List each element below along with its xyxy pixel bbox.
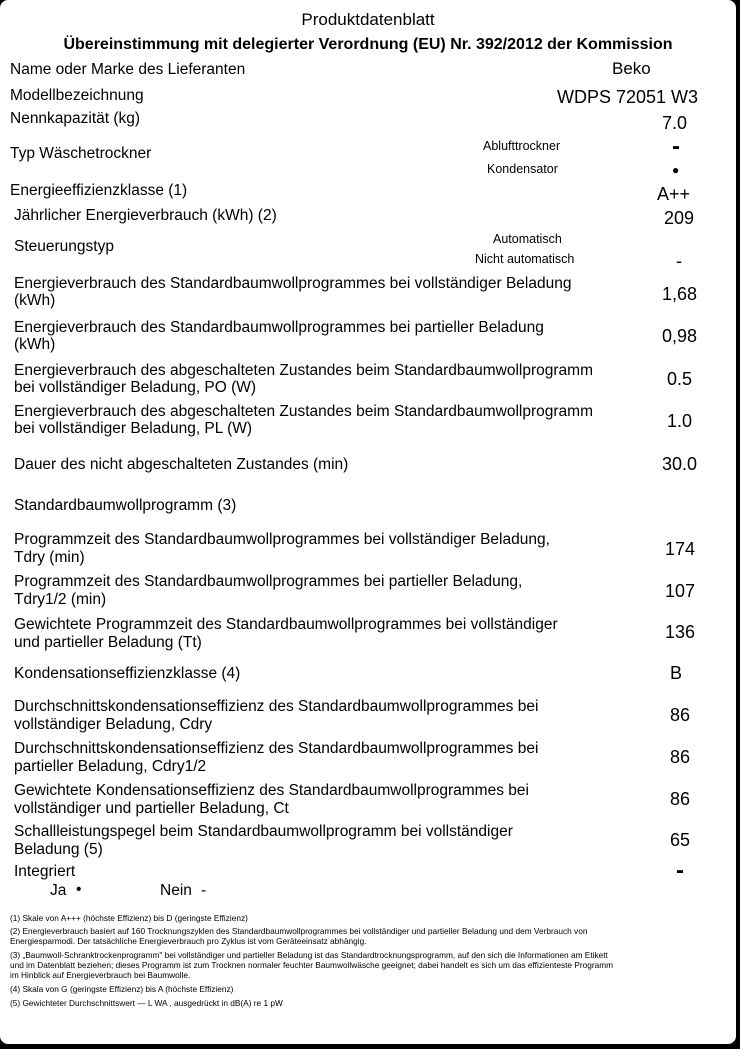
cdry-half-label-line2: partieller Beladung, Cdry1/2: [14, 758, 207, 775]
tt-label-line2: und partieller Beladung (Tt): [14, 634, 202, 651]
standard-program-heading: Standardbaumwollprogramm (3): [14, 497, 237, 514]
dryer-type-condenser-value: ●: [672, 163, 680, 177]
control-type-option-automatic: Automatisch: [493, 232, 562, 246]
energy-partial-label-line2: (kWh): [14, 336, 56, 353]
footnote-1: (1) Skale von A+++ (höchste Effizienz) bis D (geringste Effizienz): [10, 913, 248, 923]
control-type-label: Steuerungstyp: [14, 238, 114, 255]
capacity-label: Nennkapazität (kg): [10, 110, 141, 127]
tdry-half-value: 107: [665, 581, 696, 601]
po-label-line2: bei vollständiger Beladung, PO (W): [14, 379, 257, 396]
energy-full-label-line1: Energieverbrauch des Standardbaumwollprogrammes bei vollständiger Beladung: [14, 275, 572, 292]
pl-label-line1: Energieverbrauch des abgeschalteten Zustandes beim Standardbaumwollprogramm: [14, 403, 593, 420]
tdry-half-label-line2: Tdry1/2 (min): [14, 591, 107, 608]
energy-full-label-line2: (kWh): [14, 292, 56, 309]
footnote-3: (3) „Baumwoll-Schranktrockenprogramm" bei vollständiger und partieller Beladung ist das Standardtrocknungsprogramm, auf den sich die Informationen am Etikett und im Datenblatt beziehen; dieses Programm ist zum Trocknen normaler feuchter Baumwollwäsche geeignet; dabei handelt es sich um das effizienteste Programm im Hinblick auf Energieverbrauch bei Baumwolle.: [10, 950, 614, 980]
footnote-2: (2) Energieverbrauch basiert auf 160 Trocknungszyklen des Standardbaumwollprogrammes bei vollständiger und partieller Beladung und dem Verbrauch von Energiesparmodi. Der tatsächliche Energieverbrauch pro Zyklus ist vom Geräteeinsatz abhängig.: [10, 926, 588, 946]
integrated-ja-mark: •: [76, 881, 82, 898]
noise-label-line2: Beladung (5): [14, 841, 103, 858]
left-on-duration-value: 30.0: [662, 454, 698, 474]
energy-partial-label-line1: Energieverbrauch des Standardbaumwollprogrammes bei partieller Beladung: [14, 319, 544, 336]
cdry-half-label-line1: Durchschnittskondensationseffizienz des Standardbaumwollprogrammes bei: [14, 740, 539, 757]
pl-value: 1.0: [667, 411, 693, 431]
pl-label-line2: bei vollständiger Beladung, PL (W): [14, 420, 253, 437]
ct-label-line2: vollständiger und partieller Beladung, Ct: [14, 800, 289, 817]
control-type-option-manual: Nicht automatisch: [475, 252, 575, 266]
tdry-half-label-line1: Programmzeit des Standardbaumwollprogrammes bei partieller Beladung,: [14, 573, 523, 590]
cdry-half-value: 86: [670, 747, 691, 767]
annual-consumption-value: 209: [664, 208, 695, 228]
tdry-label-line2: Tdry (min): [14, 549, 85, 566]
ct-label-line1: Gewichtete Kondensationseffizienz des Standardbaumwollprogrammes bei: [14, 782, 529, 799]
integrated-nein-mark: -: [201, 882, 207, 899]
po-value: 0.5: [667, 369, 693, 389]
po-label-line1: Energieverbrauch des abgeschalteten Zustandes beim Standardbaumwollprogramm: [14, 362, 593, 379]
footnote-4: (4) Skala von G (geringste Effizienz) bis A (höchste Effizienz): [10, 984, 234, 994]
energy-partial-value: 0,98: [662, 326, 698, 346]
energy-class-label: Energieeffizienzklasse (1): [10, 182, 188, 199]
annual-consumption-label: Jährlicher Energieverbrauch (kWh) (2): [14, 207, 277, 224]
integrated-value: -: [676, 857, 684, 884]
tdry-label-line1: Programmzeit des Standardbaumwollprogrammes bei vollständiger Beladung,: [14, 531, 550, 548]
tt-label-line1: Gewichtete Programmzeit des Standardbaumwollprogrammes bei vollständiger: [14, 616, 558, 633]
dryer-type-vented-value: -: [672, 133, 680, 160]
noise-label-line1: Schallleistungspegel beim Standardbaumwollprogramm bei vollständiger: [14, 823, 513, 840]
integrated-ja-label: Ja: [50, 882, 67, 899]
tdry-value: 174: [665, 539, 696, 559]
left-on-duration-label: Dauer des nicht abgeschalteten Zustandes (min): [14, 456, 349, 473]
energy-class-value: A++: [657, 184, 691, 204]
model-label: Modellbezeichnung: [10, 87, 144, 104]
condensation-class-value: B: [670, 663, 683, 683]
cdry-label-line1: Durchschnittskondensationseffizienz des Standardbaumwollprogrammes bei: [14, 698, 539, 715]
capacity-value: 7.0: [662, 113, 688, 133]
dryer-type-option-vented: Ablufttrockner: [483, 139, 561, 153]
cdry-label-line2: vollständiger Beladung, Cdry: [14, 716, 213, 733]
page-subtitle: Übereinstimmung mit delegierter Verordnung (EU) Nr. 392/2012 der Kommission: [63, 36, 673, 53]
cdry-value: 86: [670, 705, 691, 725]
energy-full-value: 1,68: [662, 284, 698, 304]
tt-value: 136: [665, 622, 696, 642]
dryer-type-option-condenser: Kondensator: [487, 162, 558, 176]
supplier-label: Name oder Marke des Lieferanten: [10, 61, 246, 78]
ct-value: 86: [670, 789, 691, 809]
integrated-nein-label: Nein: [160, 882, 192, 899]
supplier-value: Beko: [612, 59, 651, 78]
footnote-5: (5) Gewichteter Durchschnittswert — L WA , ausgedrückt in dB(A) re 1 pW: [10, 998, 283, 1008]
noise-value: 65: [670, 830, 691, 850]
integrated-label: Integriert: [14, 863, 76, 880]
page-title: Produktdatenblatt: [301, 10, 435, 29]
model-value: WDPS 72051 W3: [557, 87, 699, 107]
condensation-class-label: Kondensationseffizienzklasse (4): [14, 665, 241, 682]
dryer-type-label: Typ Wäschetrockner: [10, 145, 152, 162]
control-type-value: -: [676, 251, 682, 271]
